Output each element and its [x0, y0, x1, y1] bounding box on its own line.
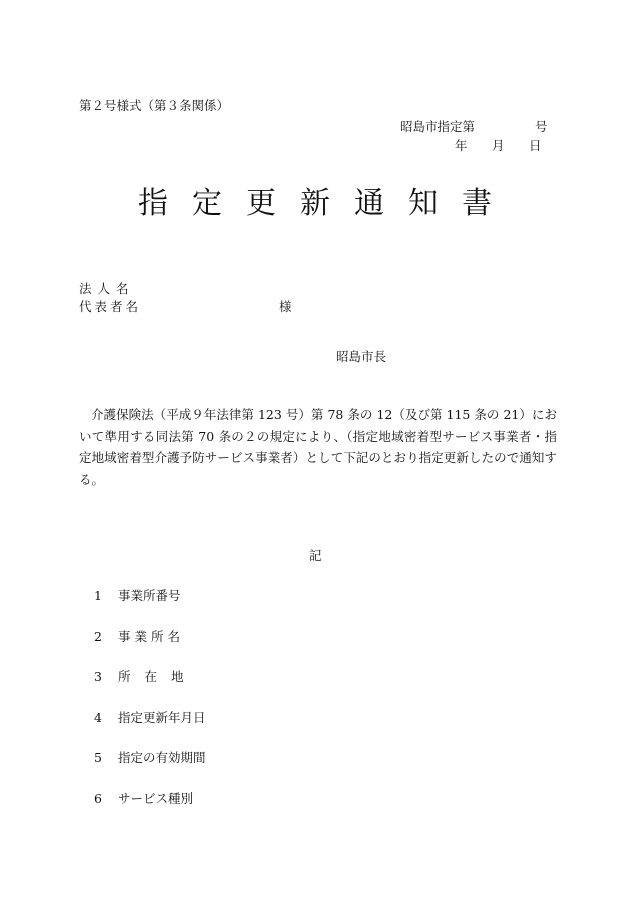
list-item: [94, 789, 193, 807]
list-item: [94, 586, 181, 604]
list-item: [94, 627, 184, 645]
item-number: 5: [94, 750, 102, 765]
list-item: [94, 708, 206, 726]
item-label: 指定の有効期間: [118, 750, 206, 765]
document-title: 指定更新通知書: [138, 186, 516, 221]
item-label: 所在地: [118, 669, 198, 684]
form-number: 第２号様式（第３条関係）: [79, 98, 230, 113]
item-number: 6: [94, 791, 102, 806]
item-label: 事業所番号: [118, 588, 181, 603]
date-day: 日: [529, 138, 542, 153]
issuer-name: 昭島市長: [336, 349, 387, 364]
honorific: 様: [279, 299, 292, 314]
certificate-suffix: 号: [535, 119, 548, 134]
item-label: 指定更新年月日: [118, 710, 206, 725]
list-item: [94, 748, 206, 766]
date-month: 月: [492, 138, 505, 153]
date-year: 年: [455, 138, 468, 153]
notice-body: 介護保険法（平成９年法律第 123 号）第 78 条の 12（及び第 115 条の 21）において準用する同法第 70 条の２の規定により、（指定地域密着型サービス事業者・指定地域密着型介護予防サービス事業者）として下記のとおり指定更新したので通知する。: [79, 407, 557, 487]
item-label: 事業所名: [118, 629, 185, 644]
representative-name-label: 代表者名: [79, 299, 142, 314]
item-label: サービス種別: [118, 791, 194, 806]
item-number: 4: [94, 710, 102, 725]
list-item: [94, 667, 198, 685]
certificate-prefix: 昭島市指定第: [400, 119, 476, 134]
ki-heading: 記: [309, 548, 322, 563]
item-number: 3: [94, 669, 102, 684]
item-number: 2: [94, 629, 102, 644]
corporation-name-label: 法人名: [79, 281, 135, 296]
certificate-number-line: [400, 117, 548, 135]
item-number: 1: [94, 588, 102, 603]
